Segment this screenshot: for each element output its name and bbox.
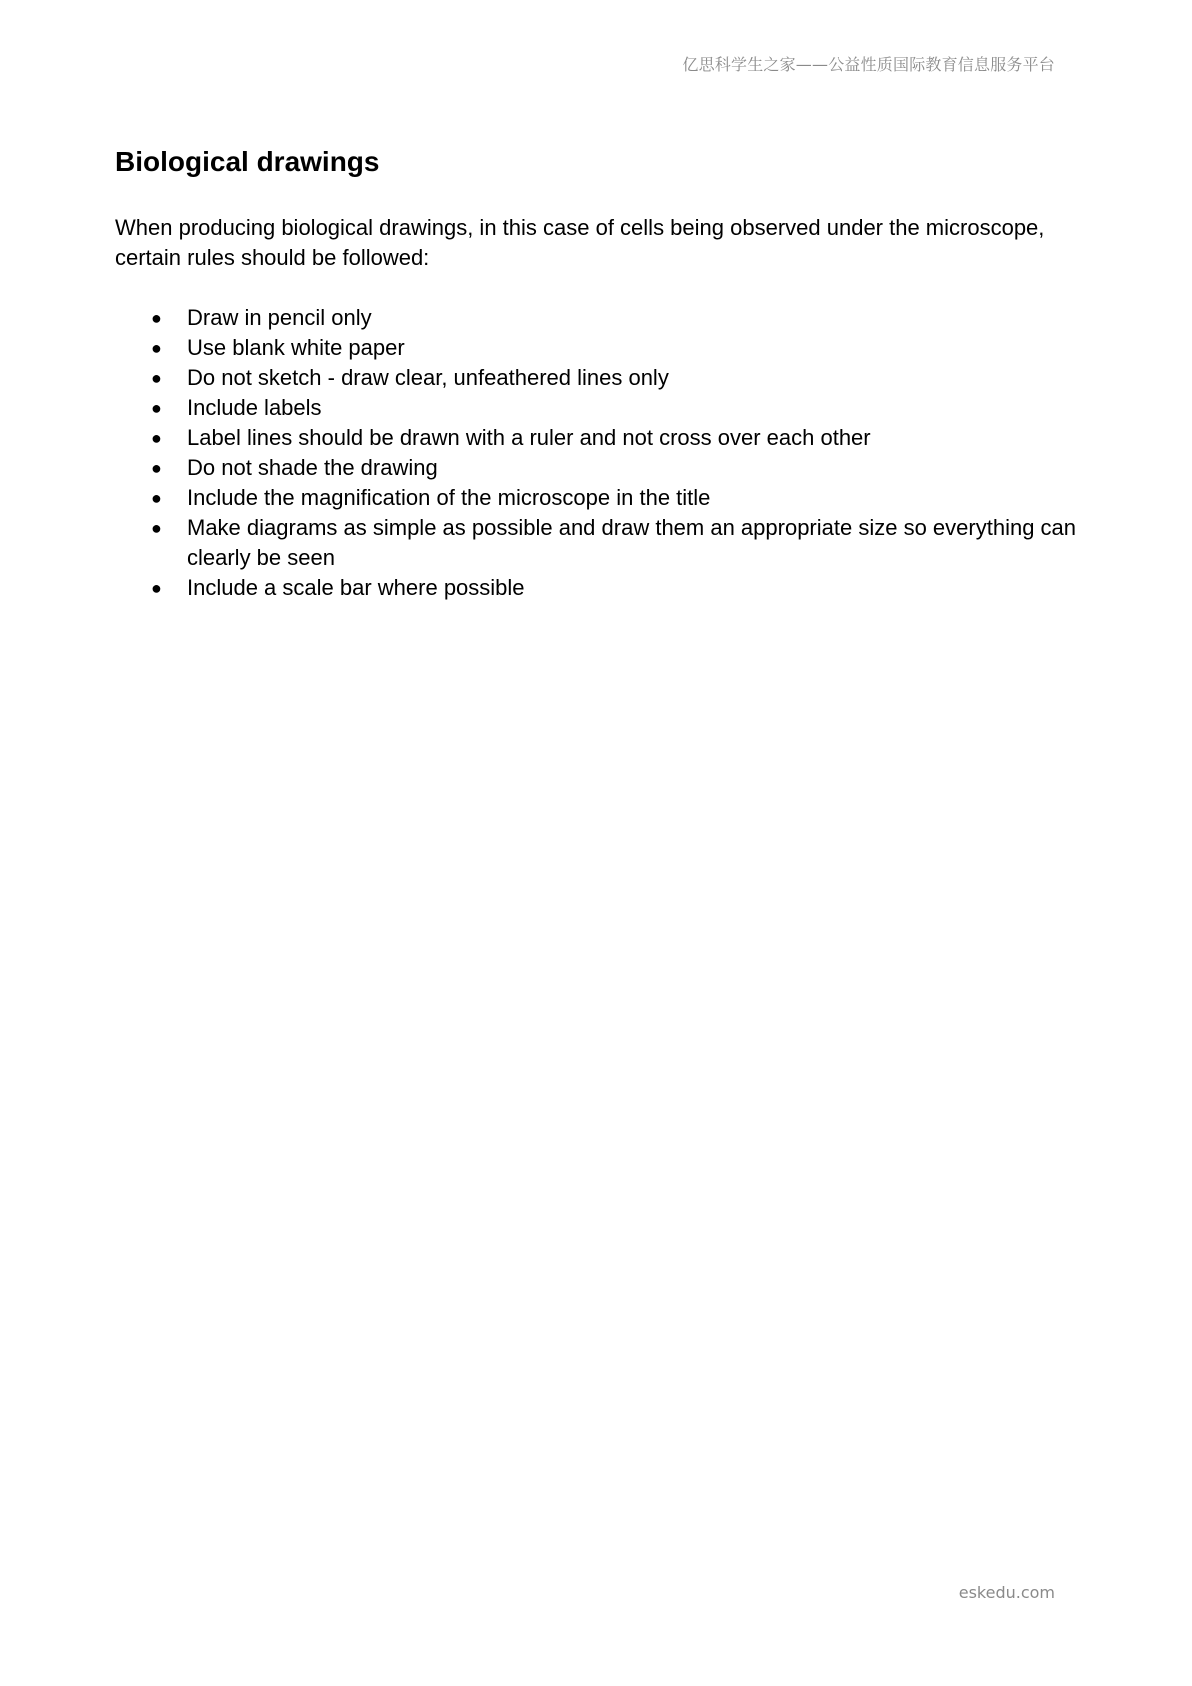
- list-item: [115, 303, 1095, 333]
- page-footer: eskedu.com: [958, 1583, 1055, 1602]
- document-body: [115, 142, 1095, 603]
- bullet-icon: ●: [151, 488, 162, 508]
- list-item-text: Use blank white paper: [187, 335, 405, 360]
- list-item: [115, 573, 1095, 603]
- list-item-text: Draw in pencil only: [187, 305, 372, 330]
- list-item-text: Include labels: [187, 395, 322, 420]
- bullet-icon: ●: [151, 578, 162, 598]
- list-item: [115, 513, 1095, 573]
- list-item-text: Make diagrams as simple as possible and draw them an appropriate size so everything can clearly be seen: [187, 515, 1077, 570]
- intro-paragraph: When producing biological drawings, in this case of cells being observed under the microscope, certain rules should be followed:: [115, 215, 1045, 270]
- list-item: [115, 453, 1095, 483]
- list-item: [115, 363, 1095, 393]
- bullet-icon: ●: [151, 458, 162, 478]
- list-item-text: Do not shade the drawing: [187, 455, 438, 480]
- bullet-icon: ●: [151, 368, 162, 388]
- list-item-text: Include a scale bar where possible: [187, 575, 525, 600]
- list-item: [115, 483, 1095, 513]
- page-title: Biological drawings: [115, 146, 380, 177]
- bullet-icon: ●: [151, 518, 162, 538]
- list-item: [115, 333, 1095, 363]
- list-item: [115, 423, 1095, 453]
- page-header: 亿思科学生之家——公益性质国际教育信息服务平台: [682, 55, 1055, 74]
- list-item-text: Include the magnification of the microscope in the title: [187, 485, 711, 510]
- bullet-icon: ●: [151, 428, 162, 448]
- list-item-text: Label lines should be drawn with a ruler and not cross over each other: [187, 425, 871, 450]
- bullet-icon: ●: [151, 308, 162, 328]
- list-item: [115, 393, 1095, 423]
- list-item-text: Do not sketch - draw clear, unfeathered lines only: [187, 365, 669, 390]
- bullet-icon: ●: [151, 338, 162, 358]
- rules-list: [115, 303, 1095, 603]
- bullet-icon: ●: [151, 398, 162, 418]
